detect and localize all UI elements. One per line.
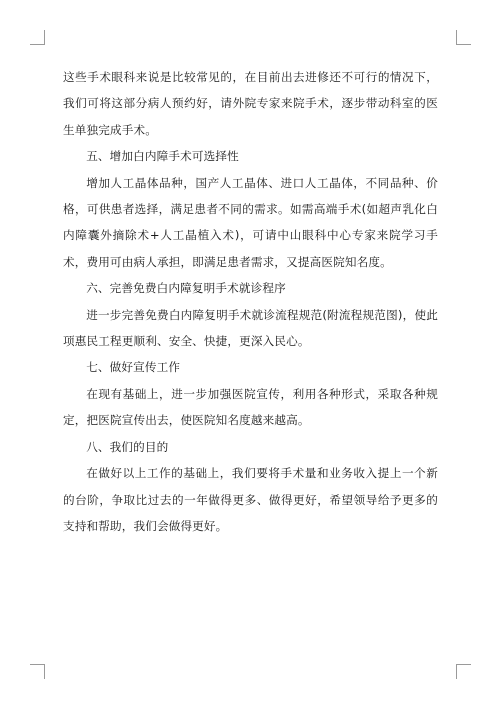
paragraph-section-6: 进一步完善免费白内障复明手术就诊流程规范(附流程规范图)，使此项惠民工程更顺利、安全、快捷，更深入民心。 [63,307,438,349]
paragraph-section-5: 增加人工晶体品种，国产人工晶体、进口人工晶体，不同品种、价格，可供患者选择，满足患者不同的需求。如需高端手术(如超声乳化白内障囊外摘除术+人工晶植入术)，可请中山眼科中心专家来院学习手术，费用可由病人承担，即满足患者需求，又提高医院知名度。 [63,175,438,269]
crop-mark-bottom-right [456,664,471,679]
document-body [63,64,438,539]
section-heading-5: 五、增加白内障手术可选择性 [86,149,239,164]
paragraph-continuation: 这些手术眼科来说是比较常见的，在目前出去进修还不可行的情况下，我们可将这部分病人预约好，请外院专家来院手术，逐步带动科室的医生单独完成手术。 [63,70,438,137]
section-heading-6: 六、完善免费白内障复明手术就诊程序 [86,281,286,296]
crop-mark-top-left [30,30,45,45]
paragraph-section-8: 在做好以上工作的基础上，我们要将手术量和业务收入提上一个新的台阶，争取比过去的一年做得更多、做得更好，希望领导给予更多的支持和帮助，我们会做得更好。 [63,466,438,533]
crop-mark-bottom-left [30,664,45,679]
section-heading-8: 八、我们的目的 [86,439,169,454]
paragraph-section-7: 在现有基础上，进一步加强医院宣传，利用各种形式，采取各种规定，把医院宣传出去，使医院知名度越来越高。 [63,386,438,428]
crop-mark-top-right [456,30,471,45]
section-heading-7: 七、做好宣传工作 [86,360,181,375]
